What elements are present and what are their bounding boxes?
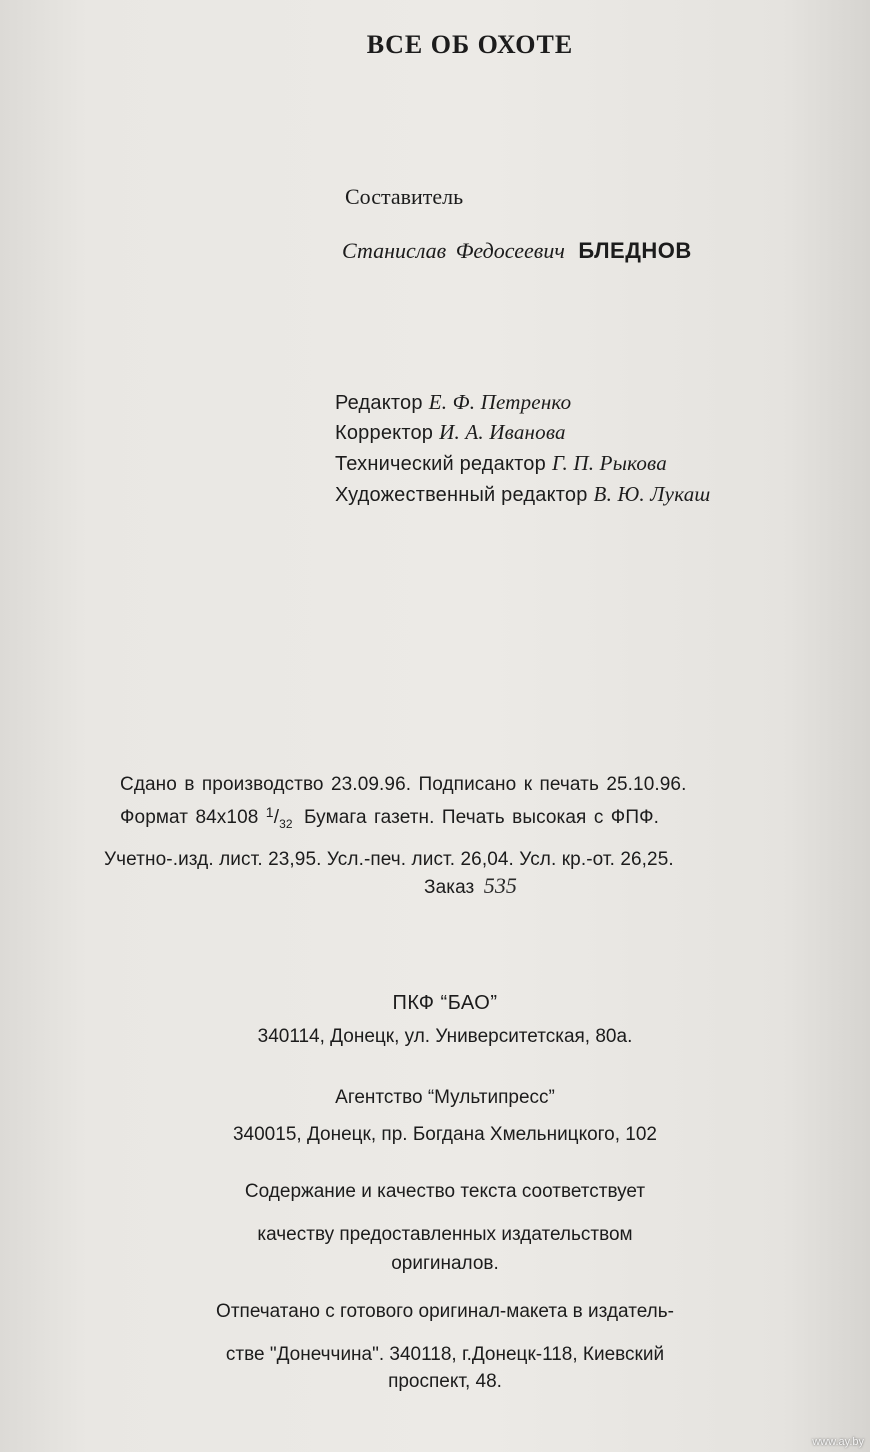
- certification-line: оригиналов.: [391, 1253, 499, 1274]
- printing-line: Отпечатано с готового оригинал-макета в издатель-: [216, 1301, 674, 1322]
- production-dates: Сдано в производство 23.09.96. Подписано к печать 25.10.96.: [120, 774, 687, 795]
- agency-address: 340015, Донецк, пр. Богдана Хмельницкого, 102: [232, 1124, 657, 1145]
- staff-person: Е. Ф. Петренко: [428, 390, 572, 414]
- compiler-given-names: Станислав Федосеевич: [342, 238, 565, 263]
- staff-person: И. А. Иванова: [439, 420, 566, 444]
- staff-technical-editor: [335, 451, 667, 476]
- agency-name: Агентство “Мультипресс”: [335, 1087, 555, 1108]
- staff-role: Корректор: [335, 422, 434, 444]
- format-prefix: Формат 84х108: [120, 807, 259, 828]
- format-suffix: Бумага газетн. Печать высокая с ФПФ.: [304, 807, 660, 828]
- sheet-counts: Учетно-.изд. лист. 23,95. Усл.-печ. лист. 26,04. Усл. кр.-от. 26,25.: [104, 849, 674, 870]
- format-line: Формат 84х108 $^1/_{32}$ Бумага газетн. Печать высокая с ФПФ.: [120, 804, 660, 831]
- staff-art-editor: [335, 482, 710, 507]
- compiler-name: [342, 238, 692, 264]
- publisher-name: ПКФ “БАО”: [392, 992, 498, 1014]
- staff-proofreader: [335, 420, 566, 445]
- order-number: 535: [483, 873, 518, 898]
- book-title: ВСЕ ОБ ОХОТЕ: [366, 30, 574, 59]
- format-fraction-denominator: 32: [279, 817, 293, 831]
- compiler-label: Составитель: [345, 184, 464, 209]
- compiler-surname: БЛЕДНОВ: [578, 238, 692, 263]
- staff-editor: [335, 390, 571, 415]
- order-label: Заказ: [424, 877, 475, 898]
- publisher-address: 340114, Донецк, ул. Университетская, 80а.: [257, 1026, 633, 1047]
- staff-person: Г. П. Рыкова: [551, 451, 667, 475]
- staff-role: Редактор: [335, 392, 423, 414]
- certification-line: Содержание и качество текста соответствует: [244, 1181, 646, 1202]
- certification-line: качеству предоставленных издательством: [257, 1224, 633, 1245]
- printing-line: стве "Донеччина". 340118, г.Донецк-118, Киевский: [225, 1344, 665, 1365]
- watermark: www.ay.by: [812, 1436, 864, 1448]
- order-line: [424, 873, 517, 899]
- staff-person: В. Ю. Лукаш: [593, 482, 711, 506]
- staff-role: Художественный редактор: [335, 484, 588, 506]
- printing-line: проспект, 48.: [388, 1371, 502, 1392]
- staff-role: Технический редактор: [335, 453, 546, 475]
- format-fraction-numerator: 1: [265, 804, 274, 820]
